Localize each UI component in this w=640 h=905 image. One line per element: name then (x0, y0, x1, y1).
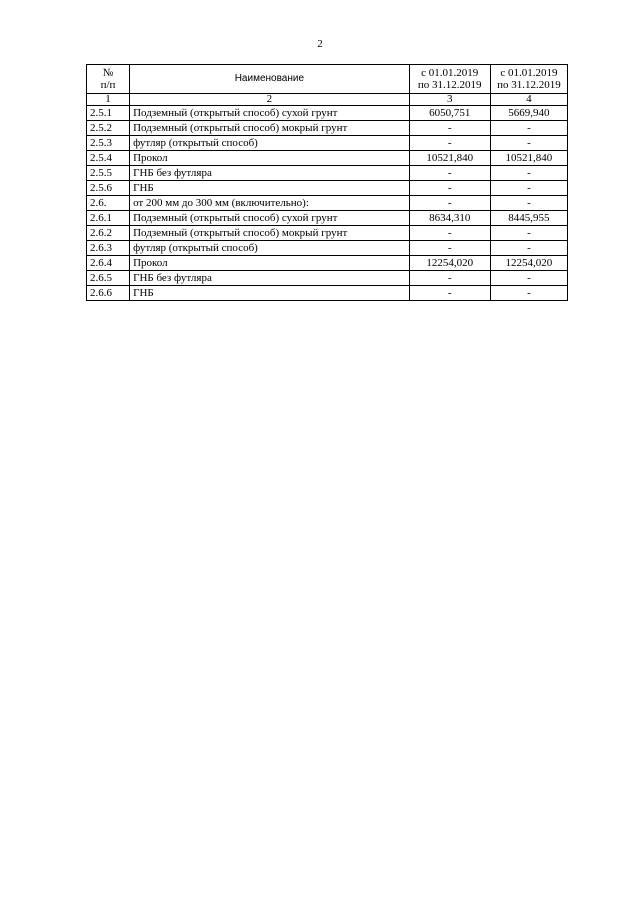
row-name: ГНБ без футляра (130, 271, 410, 286)
row-value-period-1: - (409, 271, 490, 286)
row-value-period-2: - (490, 241, 567, 256)
column-number: 3 (409, 94, 490, 106)
row-value-period-2: - (490, 136, 567, 151)
row-number: 2.6.2 (87, 226, 130, 241)
header-name: Наименование (130, 65, 410, 94)
table-row (87, 256, 568, 271)
row-value-period-2: - (490, 121, 567, 136)
header-num-line-1: № (102, 67, 114, 79)
column-number: 1 (87, 94, 130, 106)
row-name: ГНБ (130, 286, 410, 301)
table-row (87, 121, 568, 136)
header-period-2-from: с 01.01.2019 (500, 67, 558, 79)
header-num-line-2: п/п (100, 79, 116, 91)
table-header (87, 65, 568, 94)
row-value-period-2: 8445,955 (490, 211, 567, 226)
row-number: 2.5.4 (87, 151, 130, 166)
header-period-2 (490, 65, 567, 94)
row-value-period-1: 10521,840 (409, 151, 490, 166)
row-value-period-1: 8634,310 (409, 211, 490, 226)
row-name: футляр (открытый способ) (130, 136, 410, 151)
row-value-period-2: - (490, 196, 567, 211)
row-value-period-2: - (490, 286, 567, 301)
row-number: 2.5.5 (87, 166, 130, 181)
row-number: 2.6.4 (87, 256, 130, 271)
row-name: футляр (открытый способ) (130, 241, 410, 256)
table-body (87, 94, 568, 301)
row-value-period-2: 10521,840 (490, 151, 567, 166)
table-row (87, 196, 568, 211)
row-name: Подземный (открытый способ) мокрый грунт (130, 121, 410, 136)
row-value-period-1: - (409, 226, 490, 241)
row-name: Прокол (130, 151, 410, 166)
row-value-period-1: - (409, 181, 490, 196)
page-number: 2 (317, 38, 323, 50)
table-row (87, 166, 568, 181)
row-value-period-1: 12254,020 (409, 256, 490, 271)
row-value-period-1: 6050,751 (409, 106, 490, 121)
row-value-period-2: - (490, 226, 567, 241)
row-value-period-1: - (409, 286, 490, 301)
header-num (87, 65, 130, 94)
table-row (87, 271, 568, 286)
row-number: 2.6. (87, 196, 130, 211)
row-value-period-2: 12254,020 (490, 256, 567, 271)
row-number: 2.5.6 (87, 181, 130, 196)
row-number: 2.6.1 (87, 211, 130, 226)
row-number: 2.6.5 (87, 271, 130, 286)
table-row (87, 136, 568, 151)
table-row (87, 226, 568, 241)
column-number: 2 (130, 94, 410, 106)
tariff-table (86, 64, 568, 301)
row-number: 2.5.3 (87, 136, 130, 151)
table-row (87, 211, 568, 226)
row-value-period-1: - (409, 136, 490, 151)
row-number: 2.5.1 (87, 106, 130, 121)
row-name: Подземный (открытый способ) мокрый грунт (130, 226, 410, 241)
table-row (87, 241, 568, 256)
header-row (87, 65, 568, 94)
row-name: от 200 мм до 300 мм (включительно): (130, 196, 410, 211)
row-value-period-2: - (490, 166, 567, 181)
row-name: ГНБ (130, 181, 410, 196)
row-number: 2.6.3 (87, 241, 130, 256)
header-period-1-from: с 01.01.2019 (421, 67, 479, 79)
row-name: Подземный (открытый способ) сухой грунт (130, 211, 410, 226)
row-number: 2.6.6 (87, 286, 130, 301)
row-value-period-1: - (409, 166, 490, 181)
table-row (87, 181, 568, 196)
header-period-1-to: по 31.12.2019 (417, 79, 482, 91)
row-value-period-1: - (409, 121, 490, 136)
row-name: Прокол (130, 256, 410, 271)
header-period-2-to: по 31.12.2019 (497, 79, 561, 91)
row-value-period-2: - (490, 181, 567, 196)
column-number: 4 (490, 94, 567, 106)
table-row (87, 286, 568, 301)
row-value-period-1: - (409, 196, 490, 211)
row-value-period-2: 5669,940 (490, 106, 567, 121)
table-row (87, 151, 568, 166)
column-numbers-row (87, 94, 568, 106)
row-name: ГНБ без футляра (130, 166, 410, 181)
row-value-period-1: - (409, 241, 490, 256)
row-name: Подземный (открытый способ) сухой грунт (130, 106, 410, 121)
table-row (87, 106, 568, 121)
row-value-period-2: - (490, 271, 567, 286)
row-number: 2.5.2 (87, 121, 130, 136)
header-period-1 (409, 65, 490, 94)
